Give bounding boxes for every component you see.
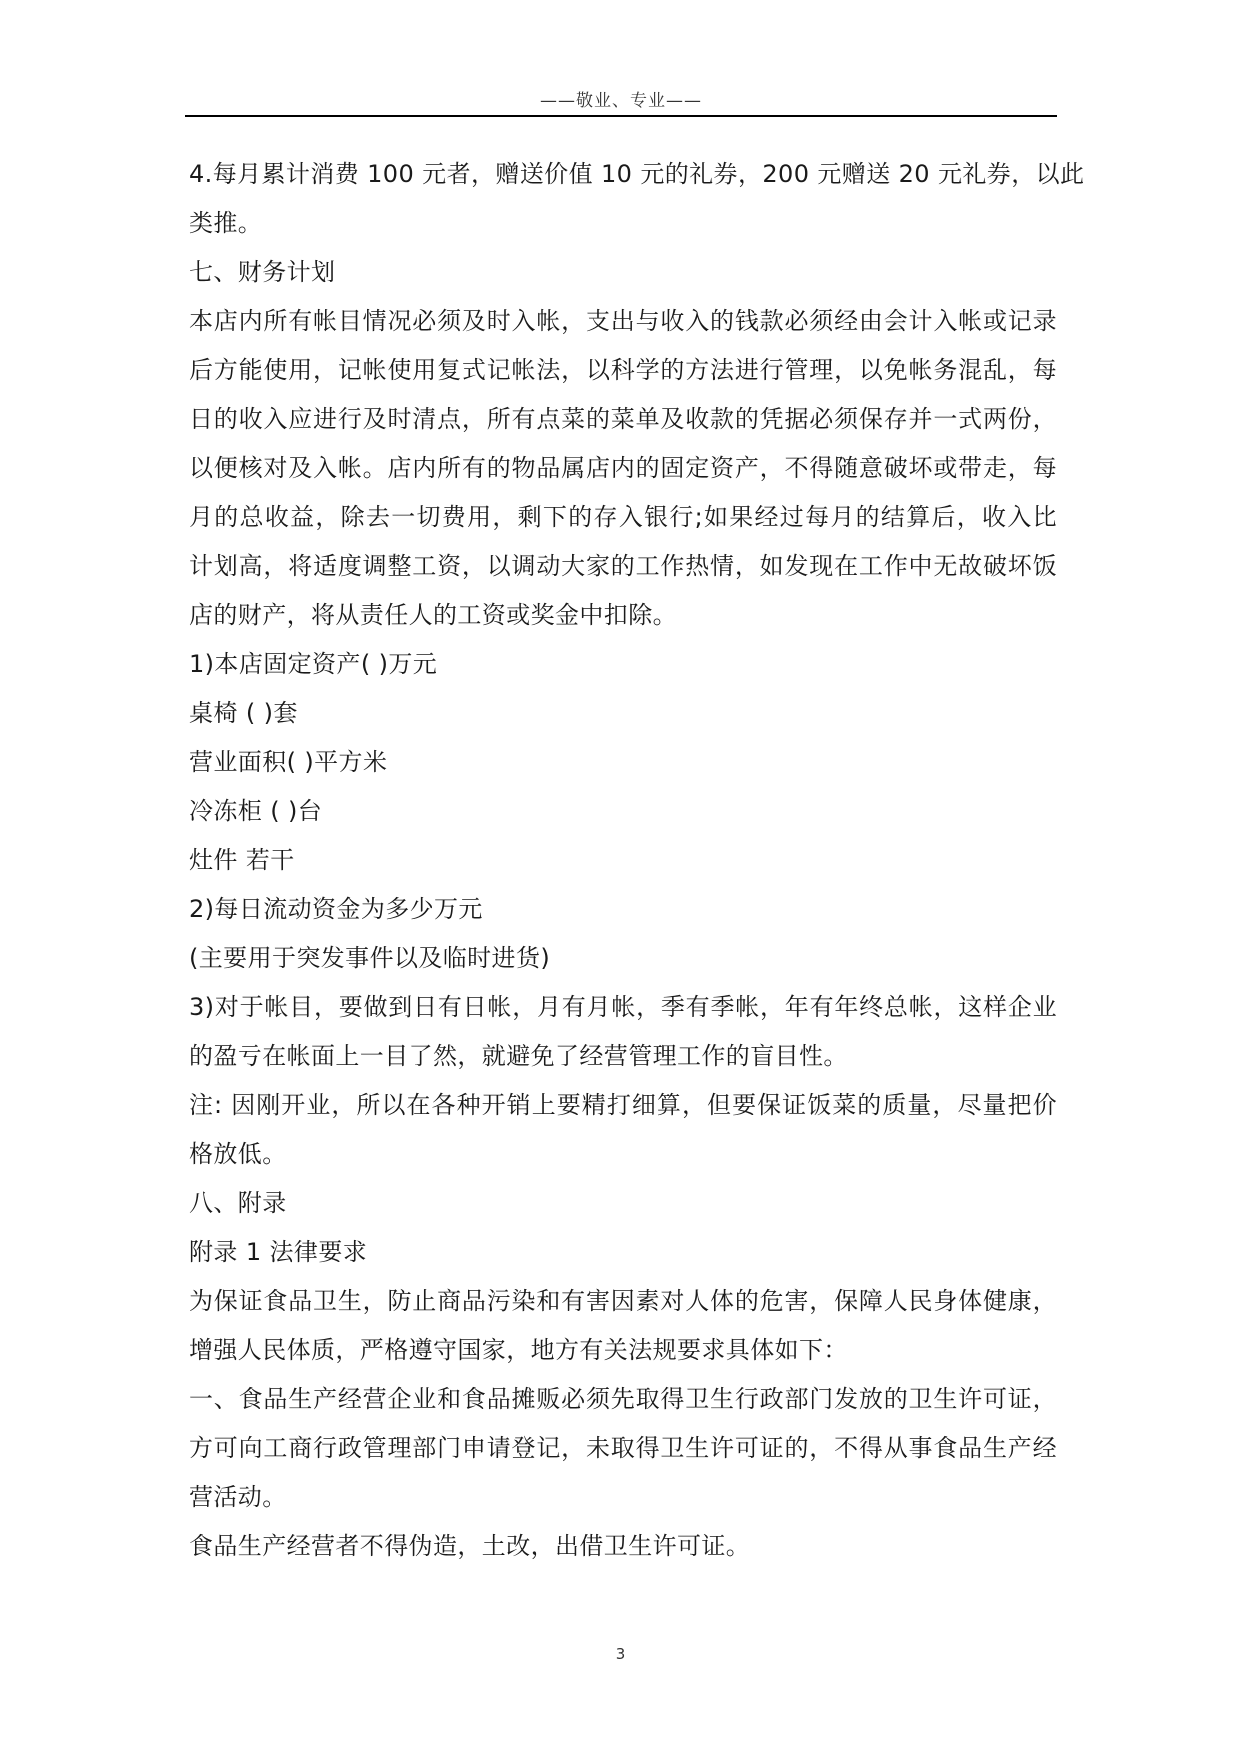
header-divider — [185, 115, 1057, 117]
text-line: 增强人民体质，严格遵守国家，地方有关法规要求具体如下： — [189, 1336, 848, 1364]
text-line: 后方能使用，记帐使用复式记帐法，以科学的方法进行管理，以免帐务混乱，每 — [189, 356, 1057, 384]
text-line: 本店内所有帐目情况必须及时入帐，支出与收入的钱款必须经由会计入帐或记录 — [189, 307, 1057, 335]
text-line: (主要用于突发事件以及临时进货) — [189, 944, 551, 972]
text-line: 的盈亏在帐面上一目了然，就避免了经营管理工作的盲目性。 — [189, 1042, 848, 1070]
text-line: 附录 1 法律要求 — [189, 1238, 368, 1266]
text-line: 1)本店固定资产( )万元 — [189, 650, 438, 678]
text-line: 冷冻柜 ( )台 — [189, 797, 323, 825]
text-line: 为保证食品卫生，防止商品污染和有害因素对人体的危害，保障人民身体健康， — [189, 1287, 1057, 1315]
text-line: 月的总收益，除去一切费用，剩下的存入银行;如果经过每月的结算后，收入比 — [189, 503, 1057, 531]
text-line: 方可向工商行政管理部门申请登记，未取得卫生许可证的，不得从事食品生产经 — [189, 1434, 1057, 1462]
text-line: 4.每月累计消费 100 元者，赠送价值 10 元的礼券，200 元赠送 20 元礼券，以此 — [189, 160, 1085, 188]
page-number: 3 — [615, 1645, 626, 1663]
text-line: 灶件 若干 — [189, 846, 295, 874]
text-line: 注: 因刚开业，所以在各种开销上要精打细算，但要保证饭菜的质量，尽量把价 — [189, 1091, 1057, 1119]
document-body — [189, 150, 1085, 1571]
text-line: 格放低。 — [189, 1140, 287, 1168]
text-line: 桌椅 ( )套 — [189, 699, 298, 727]
text-line: 计划高，将适度调整工资，以调动大家的工作热情，如发现在工作中无故破坏饭 — [189, 552, 1057, 580]
text-line: 营业面积( )平方米 — [189, 748, 388, 776]
text-line: 一、食品生产经营企业和食品摊贩必须先取得卫生行政部门发放的卫生许可证， — [189, 1385, 1057, 1413]
text-line: 2)每日流动资金为多少万元 — [189, 895, 483, 923]
text-line: 营活动。 — [189, 1483, 287, 1511]
text-line: 日的收入应进行及时清点，所有点菜的菜单及收款的凭据必须保存并一式两份， — [189, 405, 1057, 433]
text-line: 3)对于帐目，要做到日有日帐，月有月帐，季有季帐，年有年终总帐，这样企业 — [189, 993, 1057, 1021]
text-line: 食品生产经营者不得伪造，土改，出借卫生许可证。 — [189, 1532, 751, 1560]
text-line: 七、财务计划 — [189, 258, 336, 286]
page-header: ——敬业、专业—— — [540, 91, 702, 111]
text-line: 店的财产，将从责任人的工资或奖金中扣除。 — [189, 601, 677, 629]
text-line: 类推。 — [189, 209, 263, 237]
text-line: 八、附录 — [189, 1189, 287, 1217]
text-line: 以便核对及入帐。店内所有的物品属店内的固定资产，不得随意破坏或带走，每 — [189, 454, 1057, 482]
